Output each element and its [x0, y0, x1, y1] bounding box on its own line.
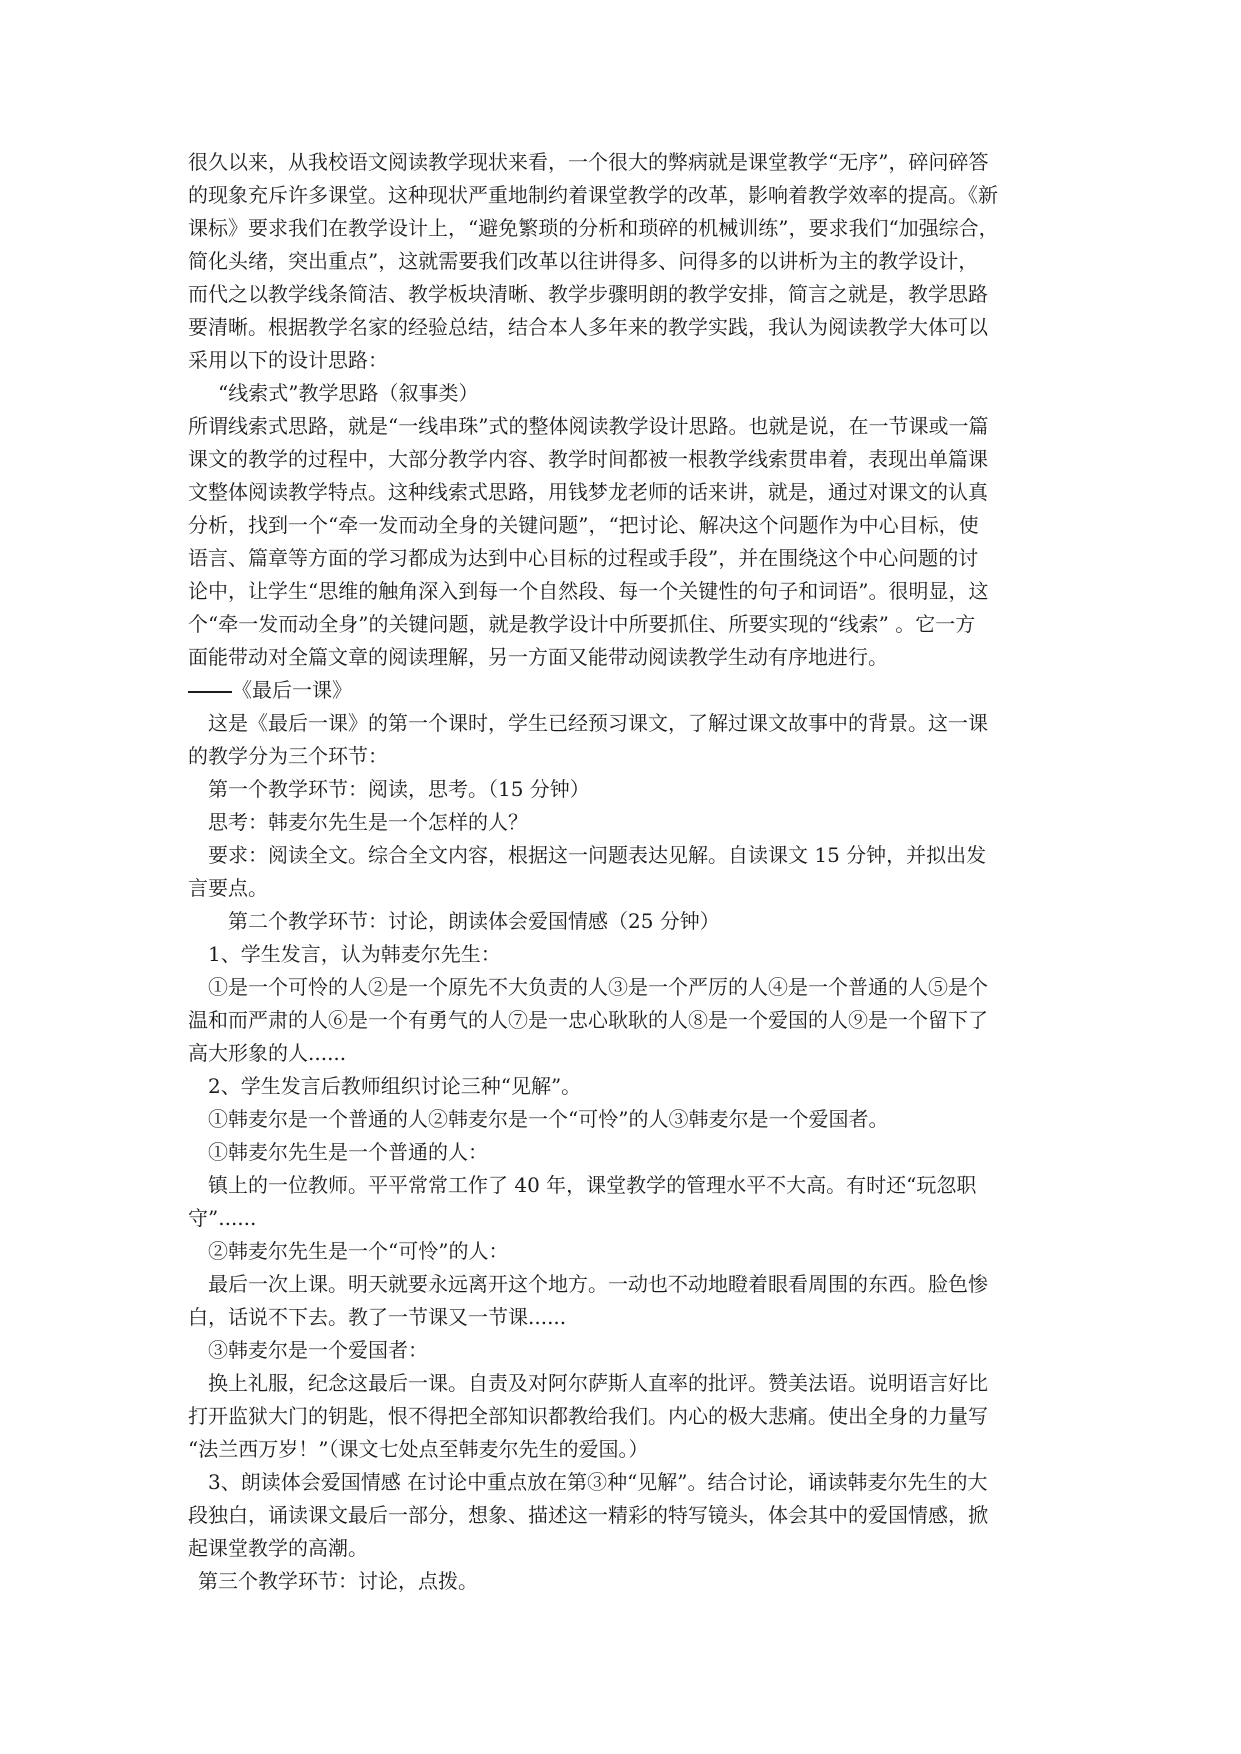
step2-point1-list-line: 温和而严肃的人⑥是一个有勇气的人⑦是一忠心耿耿的人⑧是一个爱国的人⑨是一个留下了	[188, 1008, 988, 1032]
view3-body-line: 打开监狱大门的钥匙，恨不得把全部知识都教给我们。内心的极大悲痛。使出全身的力量写	[188, 1404, 988, 1428]
step2-point3-line: 起课堂教学的高潮。	[188, 1536, 368, 1560]
view2-title: ②韩麦尔先生是一个“可怜”的人：	[208, 1239, 509, 1263]
intro-line: 而代之以教学线条简洁、教学板块清晰、教学步骤明朗的教学安排，简言之就是，教学思路	[188, 282, 988, 306]
intro-line: 很久以来，从我校语文阅读教学现状来看，一个很大的弊病就是课堂教学“无序”，碎问碎答	[188, 150, 989, 174]
step2-title: 第二个教学环节：讨论，朗读体会爱国情感（25 分钟）	[228, 909, 720, 933]
view3-title: ③韩麦尔是一个爱国者：	[208, 1338, 428, 1362]
step2-point1-list-line: ①是一个可怜的人②是一个原先不大负责的人③是一个严厉的人④是一个普通的人⑤是个	[208, 975, 988, 999]
step2-point3-line: 段独白，诵读课文最后一部分，想象、描述这一精彩的特写镜头，体会其中的爱国情感，掀	[188, 1503, 988, 1527]
intro-line: 简化头绪，突出重点”，这就需要我们改革以往讲得多、问得多的以讲析为主的教学设计，	[188, 249, 979, 273]
view1-body-line: 守”......	[188, 1206, 257, 1230]
step2-point1-list-line: 高大形象的人......	[188, 1041, 347, 1065]
section-body-line: 分析，找到一个“牵一发而动全身的关键问题”，“把讨论、解决这个问题作为中心目标，使	[188, 513, 979, 537]
section-title: “线索式”教学思路（叙事类）	[218, 381, 479, 405]
intro-line: 课标》要求我们在教学设计上，“避免繁琐的分析和琐碎的机械训练”，要求我们“加强综合，	[188, 216, 999, 240]
example-intro-line: 的教学分为三个环节：	[188, 744, 388, 768]
section-body-line: 文整体阅读教学特点。这种线索式思路，用钱梦龙老师的话来讲，就是，通过对课文的认真	[188, 480, 988, 504]
intro-line: 采用以下的设计思路：	[188, 348, 388, 372]
intro-line: 的现象充斥许多课堂。这种现状严重地制约着课堂教学的改革，影响着教学效率的提高。《新	[188, 183, 998, 207]
example-intro-line: 这是《最后一课》的第一个课时，学生已经预习课文，了解过课文故事中的背景。这一课	[208, 711, 988, 735]
step1-requirement-line: 言要点。	[188, 876, 268, 900]
step2-point3-line: 3、朗读体会爱国情感 在讨论中重点放在第③种“见解”。结合讨论，诵读韩麦尔先生的大	[208, 1470, 988, 1494]
step2-point2-list: ①韩麦尔是一个普通的人②韩麦尔是一个“可怜”的人③韩麦尔是一个爱国者。	[208, 1107, 889, 1131]
document-body	[188, 146, 1056, 1598]
view3-body-line: 换上礼服，纪念这最后一课。自责及对阿尔萨斯人直率的批评。赞美法语。说明语言好比	[208, 1371, 988, 1395]
em-dash-rule	[188, 691, 232, 693]
section-body-line: 所谓线索式思路，就是“一线串珠”式的整体阅读教学设计思路。也就是说，在一节课或一篇	[188, 414, 989, 438]
view2-body-line: 最后一次上课。明天就要永远离开这个地方。一动也不动地瞪着眼看周围的东西。脸色惨	[208, 1272, 988, 1296]
example-title: 《最后一课》	[232, 678, 352, 702]
section-body-line: 语言、篇章等方面的学习都成为达到中心目标的过程或手段”，并在围绕这个中心问题的讨	[188, 546, 979, 570]
step2-point2: 2、学生发言后教师组织讨论三种“见解”。	[208, 1074, 582, 1098]
example-title-row	[188, 674, 1056, 707]
view1-title: ①韩麦尔先生是一个普通的人：	[208, 1140, 488, 1164]
step1-think: 思考：韩麦尔先生是一个怎样的人？	[208, 810, 528, 834]
section-body-line: 个“牵一发而动全身”的关键问题，就是教学设计中所要抓住、所要实现的“线索” 。它一方	[188, 612, 976, 636]
section-body-line: 课文的教学的过程中，大部分教学内容、教学时间都被一根教学线索贯串着，表现出单篇课	[188, 447, 988, 471]
step3-title: 第三个教学环节：讨论，点拨。	[198, 1569, 478, 1593]
step1-title: 第一个教学环节：阅读，思考。（15 分钟）	[208, 777, 590, 801]
view3-body-line: “法兰西万岁！”（课文七处点至韩麦尔先生的爱国。）	[188, 1437, 649, 1461]
step1-requirement-line: 要求：阅读全文。综合全文内容，根据这一问题表达见解。自读课文 15 分钟，并拟出发	[208, 843, 987, 867]
view2-body-line: 白，话说不下去。教了一节课又一节课......	[188, 1305, 567, 1329]
intro-line: 要清晰。根据教学名家的经验总结，结合本人多年来的教学实践，我认为阅读教学大体可以	[188, 315, 988, 339]
section-body-line: 面能带动对全篇文章的阅读理解，另一方面又能带动阅读教学生动有序地进行。	[188, 645, 888, 669]
step2-point1: 1、学生发言，认为韩麦尔先生：	[208, 942, 501, 966]
section-body-line: 论中，让学生“思维的触角深入到每一个自然段、每一个关键性的句子和词语”。很明显，这	[188, 579, 989, 603]
view1-body-line: 镇上的一位教师。平平常常工作了 40 年，课堂教学的管理水平不大高。有时还“玩忽职	[208, 1173, 977, 1197]
